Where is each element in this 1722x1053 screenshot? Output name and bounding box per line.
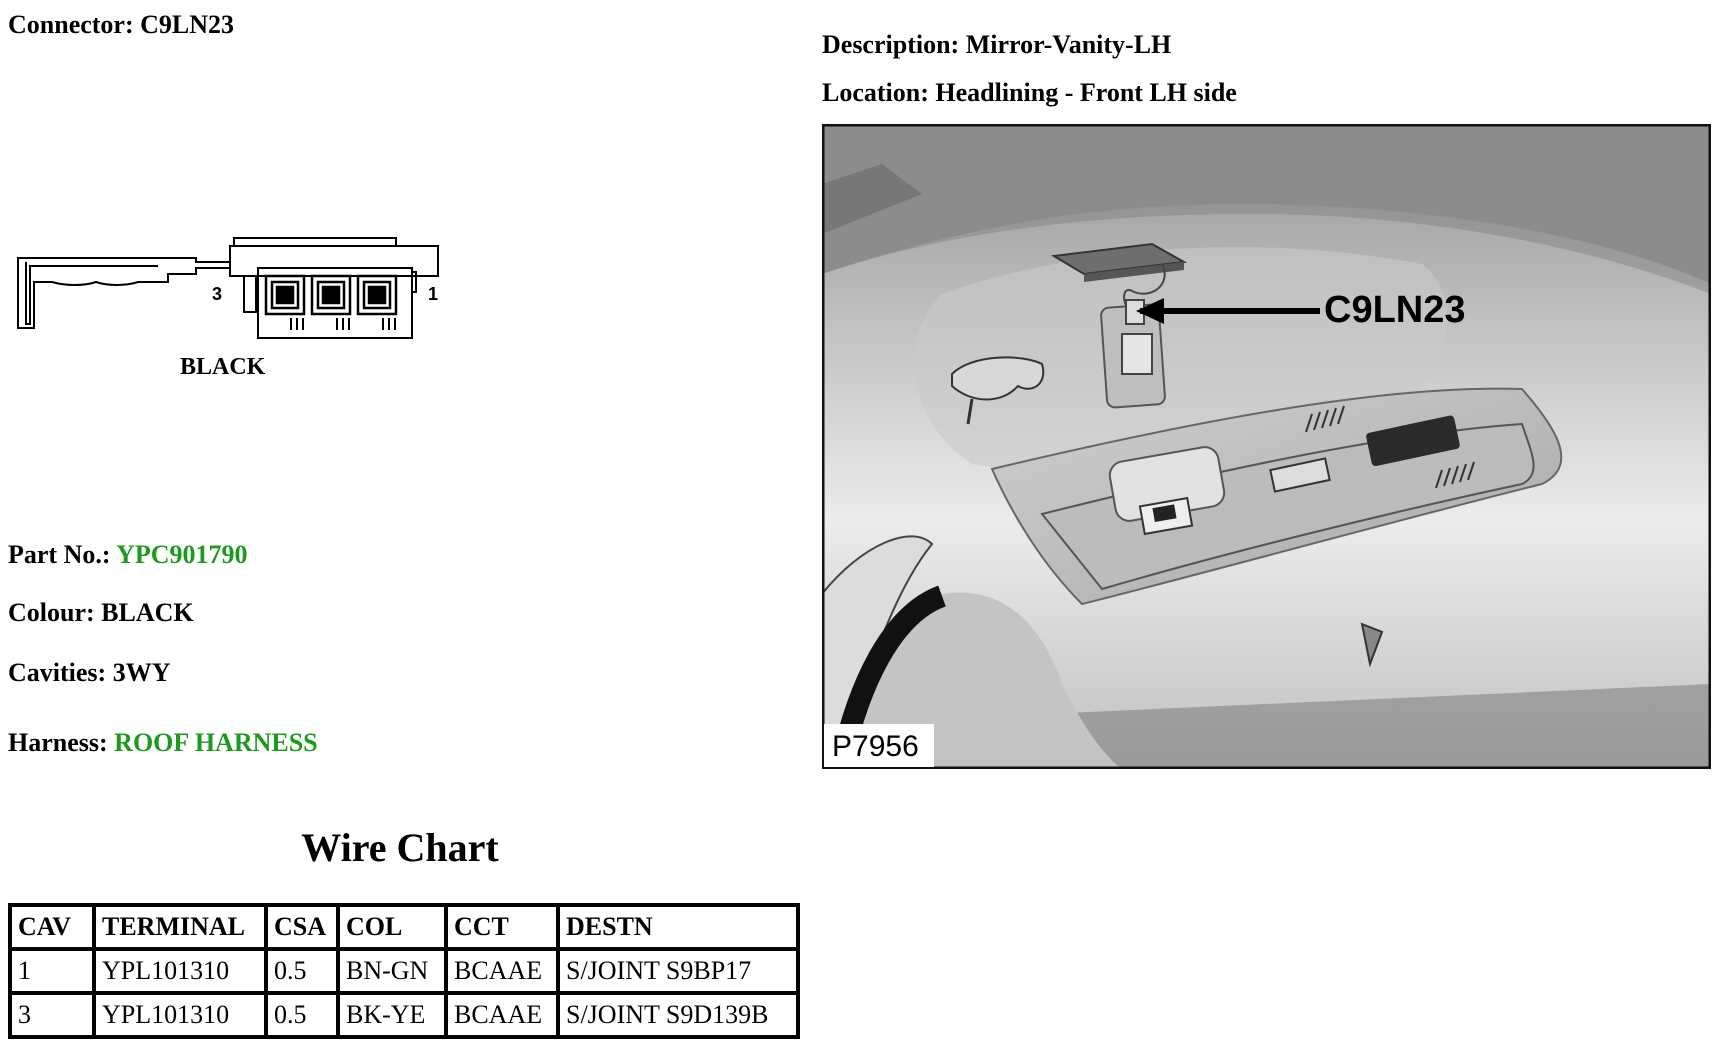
location-photo	[822, 124, 1711, 769]
wire-chart-table	[8, 903, 800, 1039]
table-cell: BCAAE	[446, 949, 558, 993]
cavities-label: Cavities:	[8, 658, 107, 687]
column-header: CSA	[266, 905, 338, 949]
colour-line	[8, 600, 194, 626]
part-line	[8, 542, 248, 568]
table-cell: YPL101310	[94, 993, 266, 1037]
colour-label: Colour:	[8, 598, 95, 627]
table-cell: BK-YE	[338, 993, 446, 1037]
pin-1-label: 1	[428, 284, 439, 304]
connector-diagram	[8, 232, 448, 382]
connector-value: C9LN23	[140, 10, 235, 39]
connector-line	[8, 12, 234, 38]
table-cell: YPL101310	[94, 949, 266, 993]
location-value: Headlining - Front LH side	[935, 78, 1237, 107]
colour-value: BLACK	[101, 598, 194, 627]
cavities-line	[8, 660, 170, 686]
description-line	[822, 32, 1171, 58]
table-row	[10, 949, 798, 993]
part-label: Part No.:	[8, 540, 111, 569]
connector-colour-text: BLACK	[180, 354, 266, 380]
table-cell: 1	[10, 949, 94, 993]
column-header: COL	[338, 905, 446, 949]
harness-line	[8, 730, 318, 756]
table-cell: 0.5	[266, 949, 338, 993]
harness-value: ROOF HARNESS	[114, 728, 318, 757]
photo-callout: C9LN23	[1324, 289, 1466, 331]
part-value: YPC901790	[116, 540, 248, 569]
table-cell: S/JOINT S9D139B	[558, 993, 798, 1037]
harness-label: Harness:	[8, 728, 108, 757]
table-row	[10, 993, 798, 1037]
column-header: DESTN	[558, 905, 798, 949]
table-cell: S/JOINT S9BP17	[558, 949, 798, 993]
table-cell: 3	[10, 993, 94, 1037]
pin-3-label: 3	[212, 284, 223, 304]
wire-chart-title: Wire Chart	[301, 825, 499, 870]
table-cell: BN-GN	[338, 949, 446, 993]
table-header-row	[10, 905, 798, 949]
table-cell: 0.5	[266, 993, 338, 1037]
column-header: CAV	[10, 905, 94, 949]
description-label: Description:	[822, 30, 960, 59]
table-cell: BCAAE	[446, 993, 558, 1037]
photo-ref: P7956	[832, 730, 919, 763]
column-header: TERMINAL	[94, 905, 266, 949]
cavities-value: 3WY	[112, 658, 171, 687]
location-line	[822, 80, 1237, 106]
column-header: CCT	[446, 905, 558, 949]
location-label: Location:	[822, 78, 929, 107]
connector-label: Connector:	[8, 10, 134, 39]
description-value: Mirror-Vanity-LH	[965, 30, 1172, 59]
